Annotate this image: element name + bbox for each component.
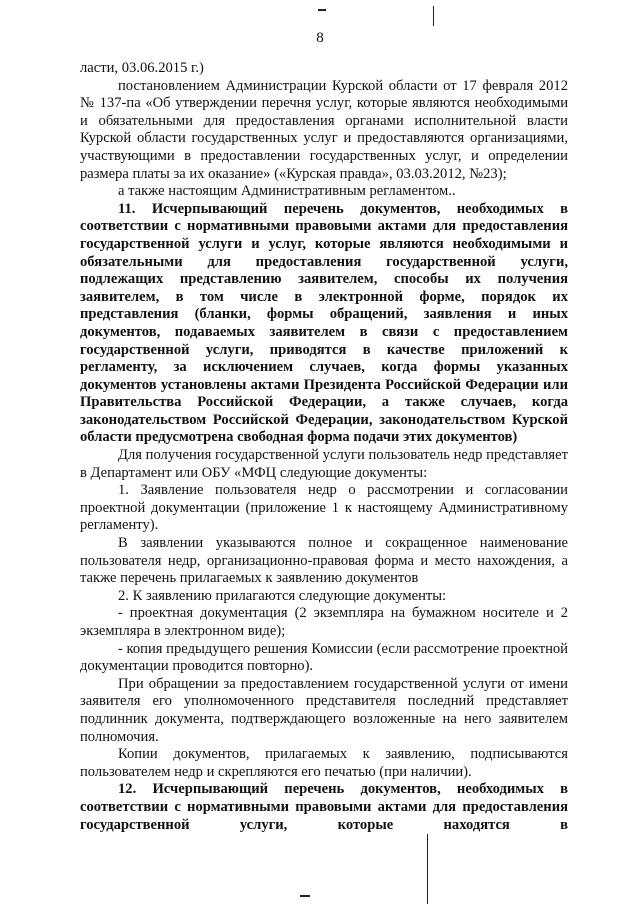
document-body: [80, 60, 568, 834]
scan-mark-bottom: [300, 895, 310, 897]
section-11-heading: 11. Исчерпывающий перечень документов, необходимых в соответствии с нормативными правовыми актами для предоставления государственной услуги и услуг, которые являются необходимыми и обязательными для предоставления государственной услуги, подлежащих представлению заявителем, способы их получения заявителем, в том числе в электронной форме, порядок их представления (бланки, формы обращений, заявления и иных документов, подаваемых заявителем в связи с предоставлением государственной услуги, приводятся в качестве приложений к регламенту, за исключением случаев, когда формы указанных документов установлены актами Президента Российской Федерации или Правительства Российской Федерации, а также случаев, когда законодательством Российской Федерации, законодательством Курской области предусмотрена свободная форма подачи этих документов): [80, 200, 568, 446]
paragraph-resolution: постановлением Администрации Курской области от 17 февраля 2012 № 137-па «Об утверждении перечня услуг, которые являются необходимыми и обязательными для предоставления органами исполнительной власти Курской области государственных услуг и предоставляются организациями, участвующими в предоставлении государственных услуг, и определении размера платы за их оказание» («Курская правда», 03.03.2012, №23);: [80, 77, 568, 182]
scan-mark-vertical-line: [427, 834, 428, 904]
scan-mark-top: [318, 9, 326, 11]
paragraph-project-docs: - проектная документация (2 экземпляра на бумажном носителе и 2 экземпляра в электронном виде);: [80, 605, 568, 639]
paragraph-application-contents: В заявлении указываются полное и сокращенное наименование пользователя недр, организационно-правовая форма и место нахождения, а также перечень прилагаемых к заявлению документов: [80, 535, 568, 587]
paragraph-copies-signed: Копии документов, прилагаемых к заявлению, подписываются пользователем недр и скрепляются его печатью (при наличии).: [80, 746, 568, 780]
paragraph-representative: При обращении за предоставлением государственной услуги от имени заявителя его уполномоченного представителя последний представляет подлинник документа, подтверждающего возложенные на него заявителем полномочия.: [80, 675, 568, 745]
paragraph-continuation: ласти, 03.06.2015 г.): [80, 60, 204, 76]
paragraph-commission-copy: - копия предыдущего решения Комиссии (если рассмотрение проектной документации проводится повторно).: [80, 640, 568, 675]
scan-mark-top-right: [433, 6, 434, 26]
paragraph-item-1: 1. Заявление пользователя недр о рассмотрении и согласовании проектной документации (приложение 1 к настоящему Административному регламенту).: [80, 482, 568, 534]
section-12-heading: 12. Исчерпывающий перечень документов, необходимых в соответствии с нормативными правовыми актами для предоставления государственной услуги, которые находятся в: [80, 781, 568, 833]
paragraph-regulation: а также настоящим Административным регламентом..: [118, 183, 456, 200]
paragraph-item-2: 2. К заявлению прилагаются следующие документы:: [118, 587, 447, 604]
page-number: 8: [316, 30, 324, 46]
paragraph-documents-intro: Для получения государственной услуги пользователь недр представляет в Департамент или ОБУ «МФЦ следующие документы:: [80, 447, 568, 481]
